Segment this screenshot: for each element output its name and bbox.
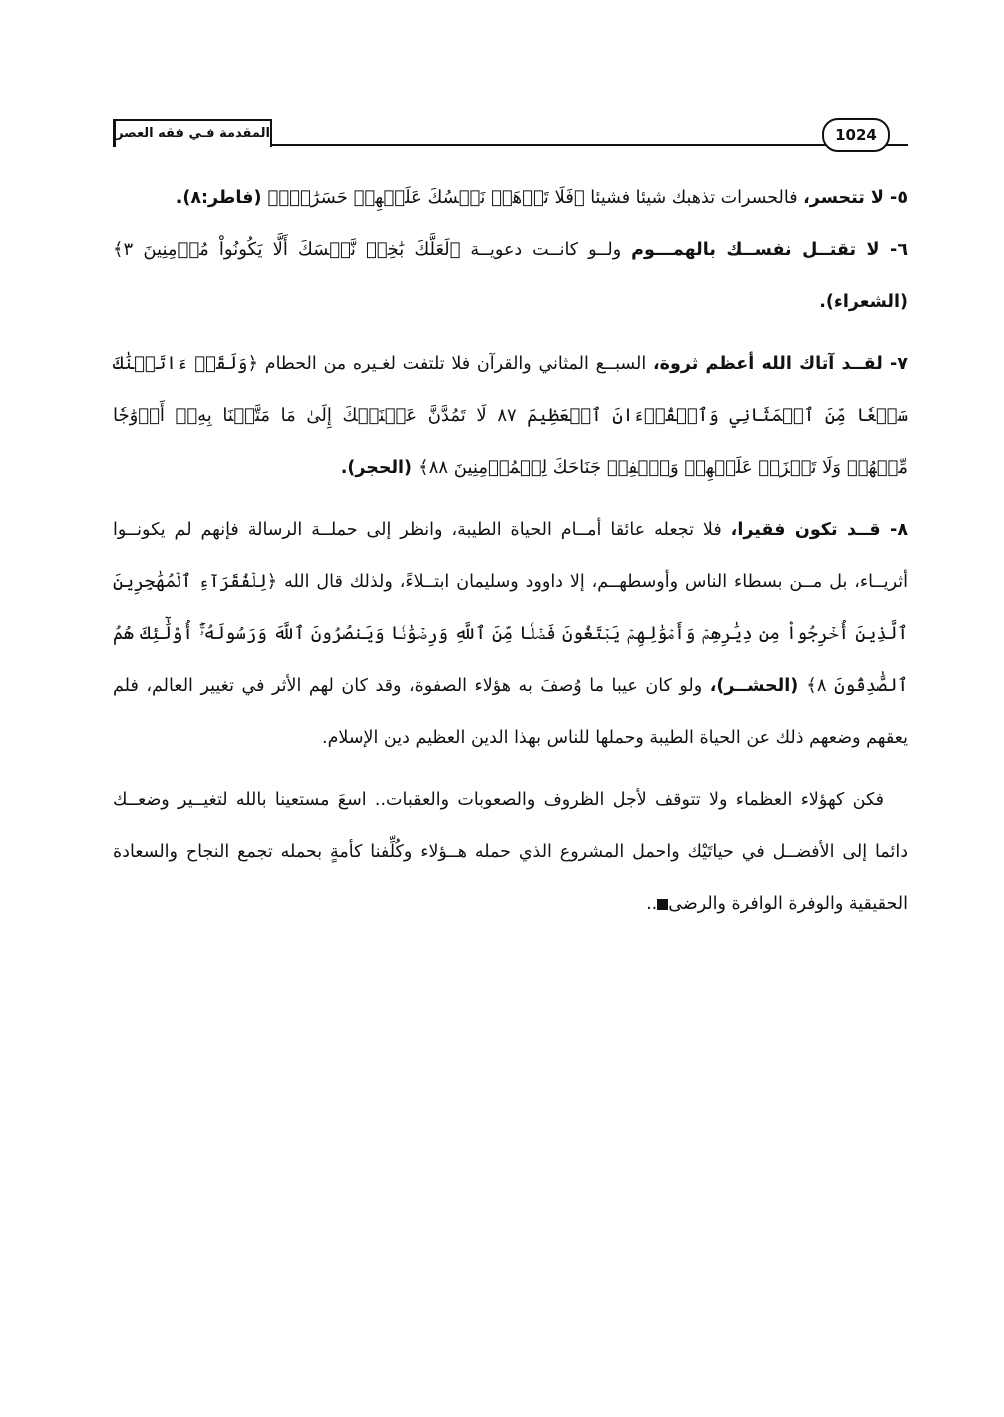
paragraph-closing: [113, 774, 908, 930]
book-title: المقدمة فـي فقه العصر: [113, 119, 272, 147]
paragraph-7: [113, 338, 908, 494]
body-text: السبــع المثاني والقرآن فلا تلتفت لغـيره من الحطام: [258, 354, 653, 374]
point-heading: ٥- لا تتحسر،: [803, 188, 908, 208]
surah-reference: (الشعراء).: [819, 292, 908, 312]
page-body: [113, 172, 908, 940]
paragraph-5: [113, 172, 908, 224]
quran-verse: ﴿فَلَا تَذۡهَبۡ نَفۡسُكَ عَلَيۡهِمۡ حَسَرَٰتٍۚ﴾: [267, 187, 585, 208]
end-of-section-square-icon: [657, 899, 668, 910]
surah-reference: (الحجر).: [340, 458, 419, 478]
quran-verse: ﴿وَلَقَدۡ ءَاتَيۡنَٰكَ سَبۡعٗا مِّنَ ٱلۡمَثَانِي وَٱلۡقُرۡءَانَ ٱلۡعَظِيمَ ٨٧ لَا تَمُدَّنَّ عَيۡنَيۡكَ إِلَىٰ مَا مَتَّعۡنَا بِهِۦٓ أَزۡوَٰجٗا مِّنۡهُمۡ وَلَا تَحۡزَنۡ عَلَيۡهِمۡ وَٱخۡفِضۡ جَنَاحَكَ لِلۡمُؤۡمِنِينَ ٨٨﴾: [113, 353, 908, 478]
paragraph-8: [113, 504, 908, 764]
surah-reference: (الحشــر)،: [709, 676, 807, 696]
body-text-tail: ..: [646, 894, 658, 914]
body-text: ولــو كانــت دعويــة: [460, 240, 632, 260]
body-text: فلا تجعله عائقا أمــام الحياة الطيبة، وانظر إلى حملــة الرسالة فإنهم لم يكونــوا أثريــاء، بل مــن بسطاء الناس وأوسطهــم، إلا داوود وسليمان ابتــلاءً، ولذلك قال الله: [113, 520, 908, 592]
point-heading: ٨- قــد تكون فقيرا،: [730, 520, 908, 540]
page-number: 1024: [822, 118, 890, 152]
page-header: [113, 118, 908, 150]
point-heading: ٦- لا تقتــل نفســك بالهمـــوم: [631, 240, 908, 260]
quran-verse: ﴿لِلۡفُقَرَآءِ ٱلۡمُهَٰجِرِينَ ٱلَّذِينَ أُخۡرِجُواْ مِن دِيَٰرِهِمۡ وَأَمۡوَٰلِهِمۡ يَبۡتَغُونَ فَضۡلٗا مِّنَ ٱللَّهِ وَرِضۡوَٰنٗا وَيَنصُرُونَ ٱللَّهَ وَرَسُولَهُۥٓۚ أُوْلَٰٓئِكَ هُمُ ٱلصَّٰدِقُونَ ٨﴾: [113, 571, 908, 696]
point-heading: ٧- لقــد آتاك الله أعظم ثروة،: [652, 354, 908, 374]
body-text: فالحسرات تذهبك شيئا فشيئا: [584, 188, 804, 208]
body-text: فكن كهؤلاء العظماء ولا تتوقف لأجل الظروف والصعوبات والعقبات.. اسعَ مستعينا بالله لتغيــير وضعــك دائما إلى الأفضــل في حياتَيْك واحمل المشروع الذي حمله هــؤلاء وكُلِّفنا كأمةٍ بحمله تجمع النجاح والسعادة الحقيقية والوفرة الوافرة والرضى: [113, 790, 908, 914]
paragraph-6: [113, 224, 908, 328]
quran-verse: ﴿لَعَلَّكَ بَٰخِعٞ نَّفۡسَكَ أَلَّا يَكُونُواْ مُؤۡمِنِينَ ٣﴾: [113, 239, 461, 260]
body-text: ولو كان عيبا ما وُصفَ به هؤلاء الصفوة، وقد كان لهم الأثر في تغيير العالم، فلم يعقهم وضعهم ذلك عن الحياة الطيبة وحملها للناس بهذا الدين العظيم دين الإسلام.: [113, 676, 908, 748]
surah-reference: (فاطر:٨).: [175, 188, 268, 208]
